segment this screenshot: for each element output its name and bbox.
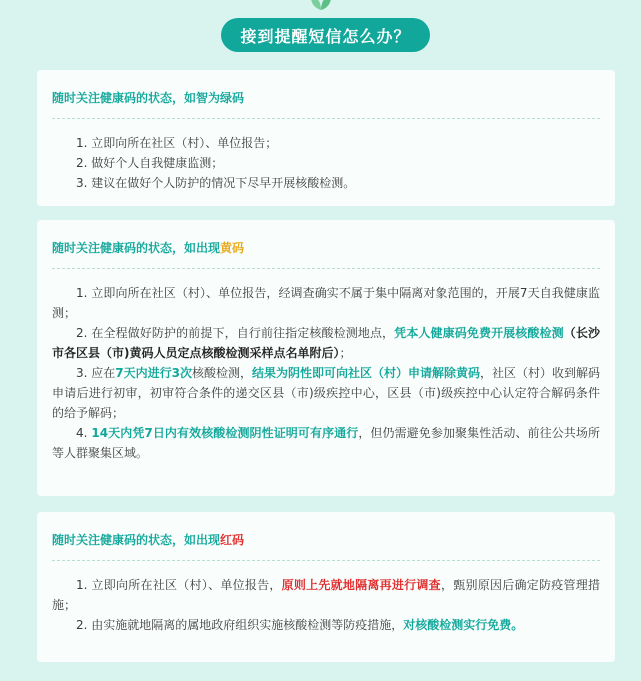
section-green-code	[37, 70, 615, 206]
section-heading	[52, 220, 600, 269]
item-text: 核酸检测，	[191, 366, 252, 380]
item-emphasis: （长沙市各区县（市)黄码人员定点核酸检测采样点名单附后）	[52, 326, 600, 360]
item-text: 2. 由实施就地隔离的属地政府组织实施核酸检测等防疫措施，	[76, 618, 404, 632]
list-item	[52, 575, 600, 615]
list-item: 1. 立即向所在社区（村）、单位报告；	[76, 136, 278, 150]
section-heading-prefix: 随时关注健康码的状态，如出现	[52, 241, 221, 255]
item-text: 2. 在全程做好防护的前提下，自行前往指定核酸检测地点，	[76, 326, 395, 340]
leaf-icon	[308, 0, 334, 10]
item-text: ，社区（村）收到解码申请后进行初审，初审符合条件的递交区县（市)级疾控中心，区县（市)级疾控中心认定符合解码条件的给予解码；	[52, 366, 601, 420]
item-highlight: 7天内进行3次	[115, 366, 192, 380]
section-yellow-code	[37, 220, 615, 496]
item-highlight: 14天内凭7日内有效核酸检测阴性证明可有序通行	[91, 426, 359, 440]
section-heading-prefix: 随时关注健康码的状态，如出现	[52, 533, 221, 547]
item-highlight: 凭本人健康码免费开展核酸检测	[394, 326, 564, 340]
section-heading-highlight: 黄码	[220, 241, 245, 255]
section-heading	[52, 512, 600, 561]
item-highlight: 原则上先就地隔离再进行调查	[281, 578, 441, 592]
item-text: ；	[339, 346, 352, 360]
list-item: 2. 做好个人自我健康监测；	[76, 156, 224, 170]
list-item	[52, 323, 600, 363]
section-red-code	[37, 512, 615, 662]
item-text: 4.	[76, 426, 92, 440]
section-heading: 随时关注健康码的状态，如智为绿码	[52, 70, 600, 119]
item-text: ，甄别原因后确定防疫管理措施；	[52, 578, 600, 612]
item-highlight: 对核酸检测实行免费。	[403, 618, 524, 632]
list-item: 3. 建议在做好个人防护的情况下尽早开展核酸检测。	[76, 176, 356, 190]
list-item	[52, 615, 600, 635]
list-item	[52, 283, 600, 323]
item-text: 1. 立即向所在社区（村）、单位报告，经调查确实不属于集中隔离对象范围的，开展7天自我健康监测；	[52, 286, 600, 320]
list-item	[52, 363, 600, 423]
item-text: ，但仍需避免参加聚集性活动、前往公共场所等人群聚集区域。	[52, 426, 600, 460]
item-text: 1. 立即向所在社区（村）、单位报告，	[76, 578, 282, 592]
page-title: 接到提醒短信怎么办？	[221, 18, 430, 52]
list-item	[52, 423, 600, 463]
section-heading-highlight: 红码	[220, 533, 245, 547]
item-text: 3. 应在	[76, 366, 116, 380]
item-highlight: 结果为阴性即可向社区（村）申请解除黄码	[251, 366, 480, 380]
